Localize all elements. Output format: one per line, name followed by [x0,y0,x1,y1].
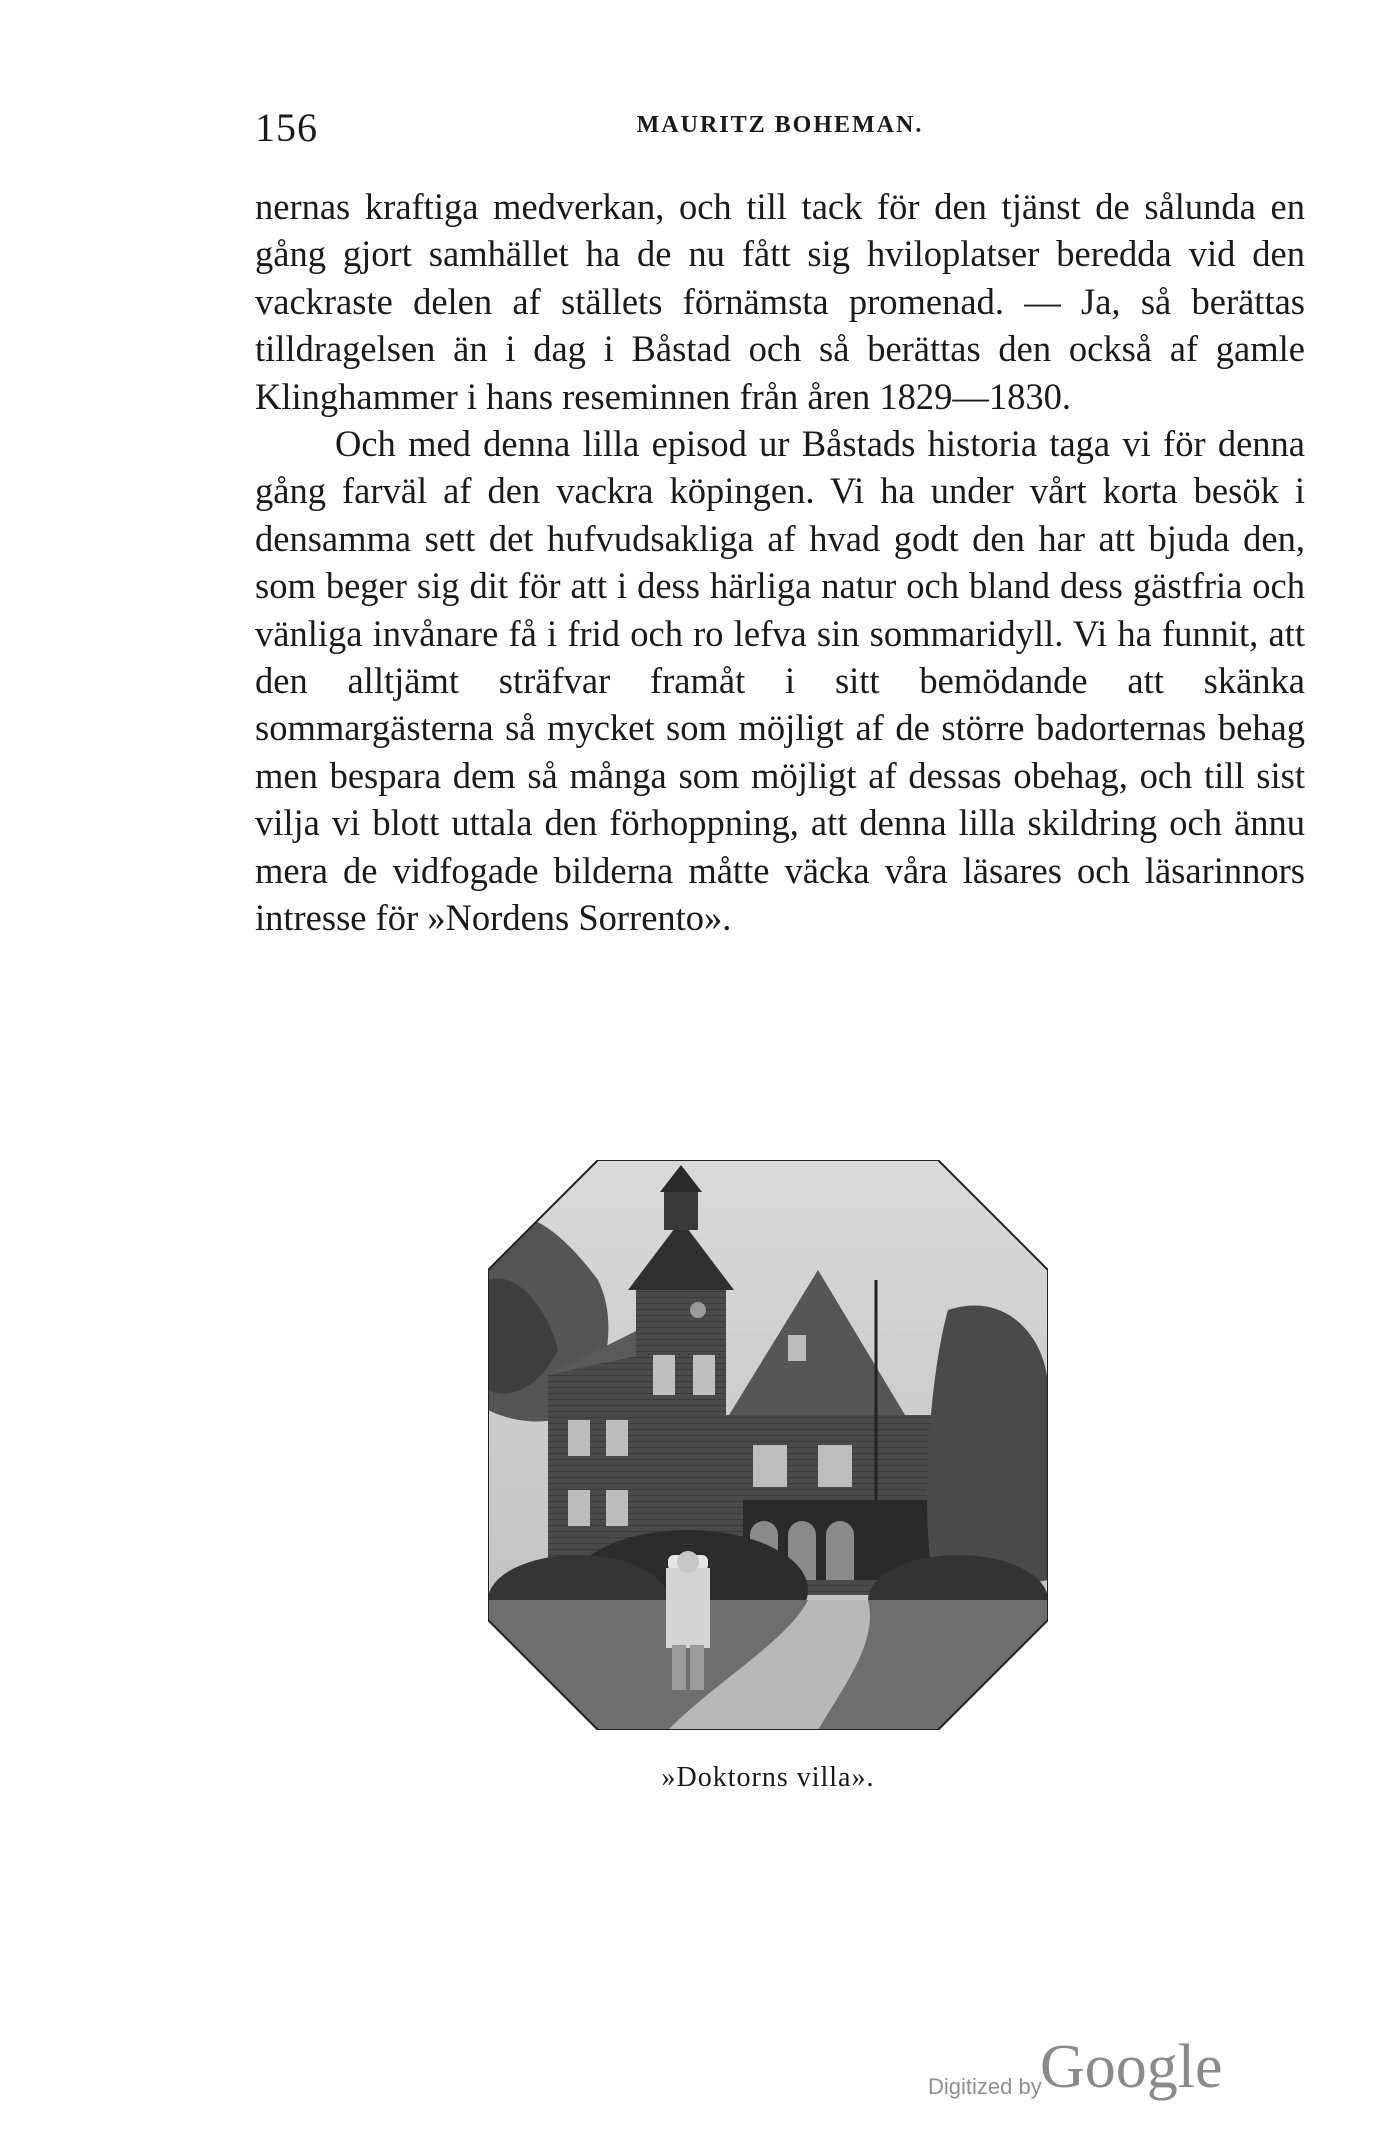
digitized-by-google-watermark [928,2032,1228,2112]
google-logo: Google [1040,2033,1223,2101]
villa-photograph [488,1160,1048,1730]
paragraph-2: Och med denna lilla episod ur Båstads historia taga vi för denna gång farväl af den vackra köpingen. Vi ha under vårt korta besök i densamma sett det hufvudsakliga af hvad godt den har att bjuda den, som beger sig dit för att i dess härliga natur och bland dess gästfria och vänliga invånare få i frid och ro lefva sin sommaridyll. Vi ha funnit, att den alltjämt sträfvar framåt i sitt bemödande att skänka sommargästerna så mycket som möjligt af de större badorternas behag men bespara dem så många som möjligt af dessas obehag, och till sist vilja vi blott uttala den förhoppning, att denna lilla skildring och ännu mera de vidfogade bilderna måtte väcka våra läsares och läsarinnors intresse för »Nordens Sorrento». [255,423,1305,939]
paragraph-1: nernas kraftiga medverkan, och till tack för den tjänst de sålunda en gång gjort samhället ha de nu fått sig hviloplatser beredda vid den vackraste delen af ställets förnämsta promenad. — Ja, så berättas tilldragelsen än i dag i Båstad och så berättas den också af gamle Klinghammer i hans reseminnen från åren 1829—1830. [255,186,1305,417]
running-title: MAURITZ BOHEMAN. [636,112,924,138]
page-header [255,104,1305,154]
digitized-by-label: Digitized by [928,2074,1042,2099]
page-number: 156 [255,105,318,150]
figure-caption: »Doktorns villa». [661,1762,875,1793]
body-text [255,183,1305,942]
